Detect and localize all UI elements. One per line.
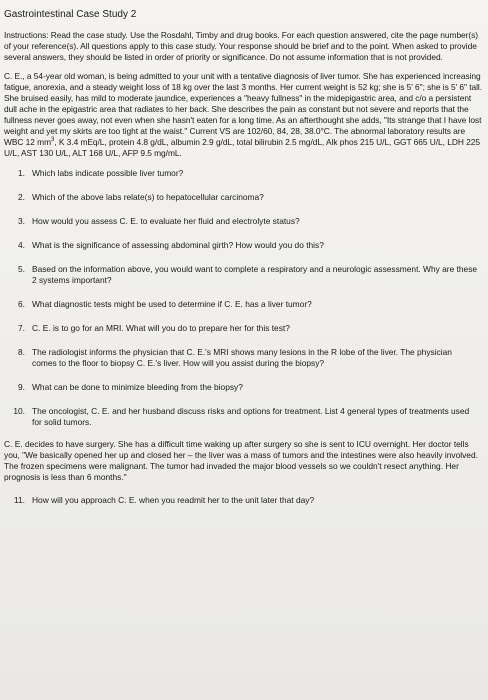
question-item	[4, 347, 484, 369]
question-item	[4, 168, 484, 179]
question-text: Which of the above labs relate(s) to hepatocellular carcinoma?	[32, 192, 264, 202]
question-item	[4, 192, 484, 203]
question-item	[4, 323, 484, 334]
question-number: 10.	[13, 406, 25, 416]
question-item	[4, 240, 484, 251]
document-content	[4, 8, 484, 519]
question-item	[4, 216, 484, 227]
document-title: Gastrointestinal Case Study 2	[4, 9, 137, 20]
question-text: What diagnostic tests might be used to determine if C. E. has a liver tumor?	[32, 299, 312, 309]
question-list	[4, 168, 484, 428]
question-text: Based on the information above, you would want to complete a respiratory and a neurologic assessment. Why are these 2 systems important?	[32, 264, 478, 285]
question-text: The oncologist, C. E. and her husband discuss risks and options for treatment. List 4 general types of treatments used for solid tumors.	[32, 406, 470, 427]
case-superscript: 3	[51, 137, 55, 144]
question-number: 7.	[18, 323, 25, 333]
question-item	[4, 299, 484, 310]
question-text: Which labs indicate possible liver tumor?	[32, 168, 184, 178]
question-number: 6.	[18, 299, 25, 309]
question-text: What is the significance of assessing abdominal girth? How would you do this?	[32, 240, 324, 250]
question-item	[4, 264, 484, 286]
case-paragraph	[4, 71, 484, 159]
question-number: 11.	[13, 495, 25, 505]
instructions-paragraph: Instructions: Read the case study. Use the Rosdahl, Timby and drug books. For each question answered, cite the page number(s) of your reference(s). All questions apply to this case study. Your response should be brief and to the point. When asked to provide several answers, they should be listed in order of priority or significance. Do not assume information that is not provided.	[4, 30, 479, 62]
question-number: 8.	[18, 347, 25, 357]
question-text: The radiologist informs the physician that C. E.'s MRI shows many lesions in the R lobe of the liver. The physician comes to the floor to biopsy C. E.'s liver. How will you assist during the biopsy?	[32, 347, 452, 368]
case-text-part1: C. E., a 54-year old woman, is being admitted to your unit with a tentative diagnosis of liver tumor. She has experienced increasing fatigue, anorexia, and a steady weight loss of 18 kg over the last 3 months. Her current weight is 52 kg; she is 5' 6"; she is 5' 6" tall. She bruised easily, has mild to moderate jaundice, experiences a "heavy fullness" in the midepigastric area, and c/o a persistent dull ache in the epigastric area that radiates to her back. She describes the pain as constant but not severe and reports that the fullness never goes away, not even when she hasn't eaten for a long time. As an afterthought she adds, "Its strange that I have lost weight and yet my skirts are too tight at the waist." Current VS are 102/60, 84, 28, 38.0°C. The abnormal laboratory results are WBC 12 mm	[4, 71, 483, 147]
question-number: 2.	[18, 192, 25, 202]
final-question-item	[4, 495, 484, 506]
question-number: 3.	[18, 216, 25, 226]
question-number: 5.	[18, 264, 25, 274]
question-text: C. E. is to go for an MRI. What will you do to prepare her for this test?	[32, 323, 290, 333]
question-number: 4.	[18, 240, 25, 250]
followup-paragraph: C. E. decides to have surgery. She has a difficult time waking up after surgery so she is sent to ICU overnight. Her doctor tells you, "We basically opened her up and closed her – the liver was a mass of tumors and the intestines were also heavily involved. The frozen specimens were malignant. The tumor had invaded the major blood vessels so we couldn't resect anything. Her prognosis is less than 6 months."	[4, 439, 478, 482]
question-number: 9.	[18, 382, 25, 392]
question-text: How will you approach C. E. when you readmit her to the unit later that day?	[32, 495, 315, 505]
question-text: What can be done to minimize bleeding from the biopsy?	[32, 382, 243, 392]
question-item	[4, 382, 484, 393]
question-item	[4, 406, 484, 428]
case-text-part2: , K 3.4 mEq/L, protein 4.8 g/dL, albumin 2.9 g/dL, total bilirubin 2.5 mg/dL, Alk phos 215 U/L, GGT 665 U/L, LDH 225 U/L, AST 130 U/L, ALT 168 U/L, AFP 9.5 mg/mL.	[4, 137, 480, 158]
question-text: How would you assess C. E. to evaluate her fluid and electrolyte status?	[32, 216, 300, 226]
question-number: 1.	[18, 168, 25, 178]
